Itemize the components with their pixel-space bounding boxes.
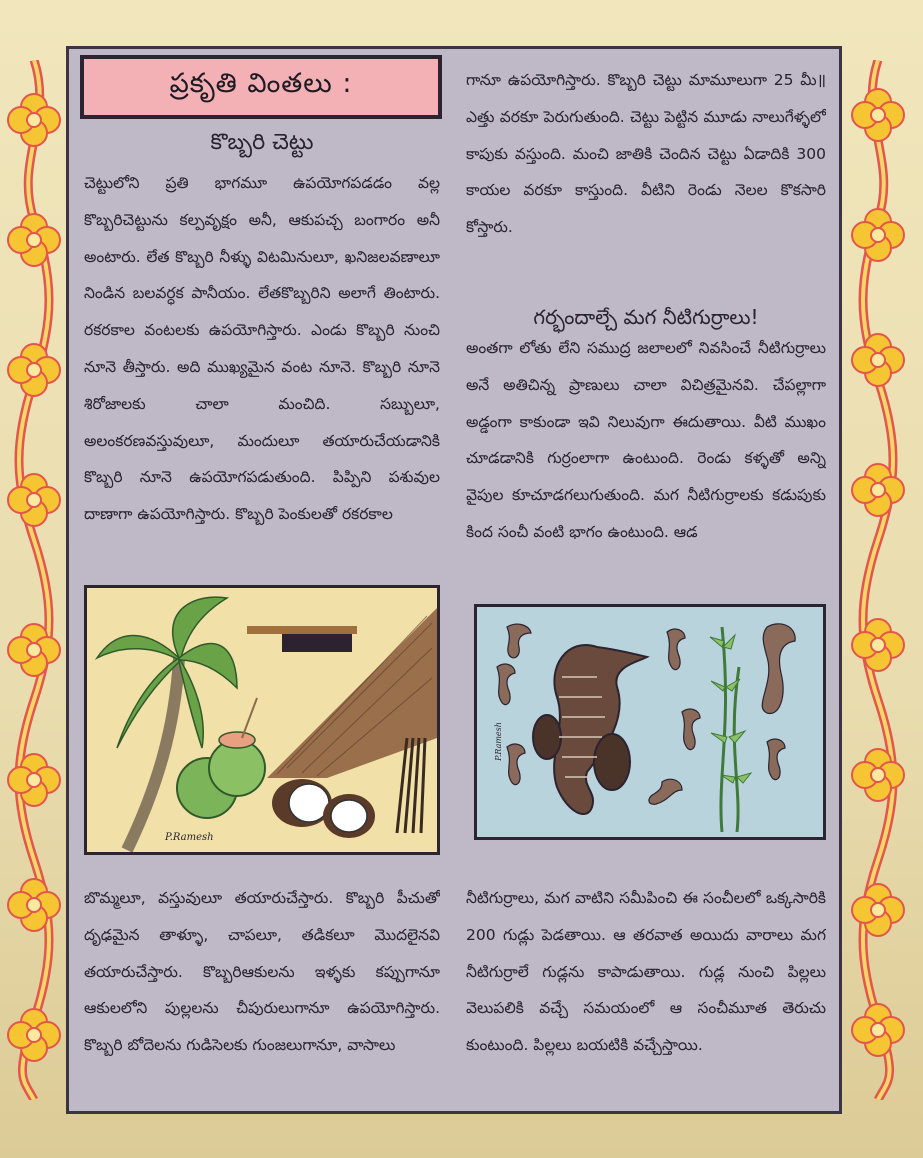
seahorse-text-top: అంతగా లోతు లేని సముద్ర జలాలలో నివసించే నీటిగుర్రాలు అనే అతిచిన్న ప్రాణులు చాలా విచిత్రమైనవి. చేపల్లాగా అడ్డంగా కాకుండా ఇవి నిలువుగా ఈదుతాయి. వీటి ముఖం చూడడానికి గుర్రంలాగా ఉంటుంది. రెండు కళ్ళతో అన్ని వైపుల కూచూడగలుగుతుంది. మగ నీటిగుర్రాలకు కడుపుకు కింద సంచీ వంటి భాగం ఉంటుంది. ఆడ: [466, 339, 826, 541]
seahorse-paragraph-top: [466, 330, 826, 590]
coconut-heading: కొబ్బరి చెట్టు: [210, 130, 314, 155]
coconut-paragraph-top: [84, 165, 440, 580]
coconut-text-bottom: బొమ్మలూ, వస్తువులూ తయారుచేస్తారు. కొబ్బరి పీచుతో దృఢమైన తాళ్ళూ, చాపలూ, తడికలూ మొదలైనవి తయారుచేస్తారు. కొబ్బరిఆకులను ఇళ్ళకు కప్పుగానూ ఆకులలోని పుల్లలను చీపురులుగానూ ఉపయోగిస్తారు. కొబ్బరి బోదెలను గుడిసెలకు గుంజలుగానూ, వాసాలు: [84, 889, 440, 1055]
coconut-image-signature: P.Ramesh: [165, 832, 214, 843]
coconut-tree-icon: [87, 588, 437, 852]
seahorse-text-bottom: నీటిగుర్రాలు, మగ వాటిని సమీపించి ఈ సంచీలలో ఒక్కసారికి 200 గుడ్లు పెడతాయి. ఆ తరవాత అయిదు వారాలు మగ నీటిగుర్రాలే గుడ్లను కాపాడుతాయి. గుడ్ల నుంచి పిల్లలు వెలుపలికి వచ్చే సమయంలో ఆ సంచీమూత తెరుచు కుంటుంది. పిల్లలు బయటికి వచ్చేస్తాయి.: [466, 889, 826, 1055]
left-flower-border: [4, 60, 66, 1100]
page-title: ప్రకృతి వింతలు :: [169, 68, 353, 99]
coconut-text-right: గానూ ఉపయోగిస్తారు. కొబ్బరి చెట్టు మామూలుగా 25 మీ॥ ఎత్తు వరకూ పెరుగుతుంది. చెట్టు పెట్టిన మూడు నాలుగేళ్ళలో కాపుకు వస్తుంది. మంచి జాతికి చెందిన చెట్టు ఏడాదికి 300 కాయల వరకూ కాస్తుంది. వీటిని రెండు నెలల కొకసారి కోస్తారు.: [466, 71, 826, 237]
seahorse-paragraph-bottom: [466, 880, 826, 1100]
coconut-text-top: చెట్టులోని ప్రతి భాగమూ ఉపయోగపడడం వల్ల కొబ్బరిచెట్టును కల్పవృక్షం అనీ, ఆకుపచ్చ బంగారం అనీ అంటారు. లేత కొబ్బరి నీళ్ళు విటమినులూ, ఖనిజలవణాలూ నిండిన బలవర్ధక పానీయం. లేతకొబ్బరిని అలాగే తింటారు. రకరకాల వంటలకు ఉపయోగిస్తారు. ఎండు కొబ్బరి నుంచి నూనె తీస్తారు. అది ముఖ్యమైన వంట నూనె. కొబ్బరి నూనె శిరోజాలకు చాలా మంచిది. సబ్బులూ, అలంకరణవస్తువులూ, మందులూ తయారుచేయడానికి కొబ్బరి నూనె ఉపయోగపడుతుంది. పిప్పిని పశువుల దాణాగా ఉపయోగిస్తారు. కొబ్బరి పెంకులతో రకరకాల: [84, 174, 440, 524]
coconut-paragraph-right: [466, 62, 826, 272]
coconut-illustration: [84, 585, 440, 855]
seahorse-heading: గర్భందాల్చే మగ నీటిగుర్రాలు!: [533, 305, 759, 329]
coconut-paragraph-bottom: [84, 880, 440, 1100]
seahorse-icon: [477, 607, 823, 837]
seahorse-illustration: [474, 604, 826, 840]
right-flower-border: [848, 60, 910, 1100]
page-title-box: [80, 55, 442, 119]
seahorse-image-signature: P.Ramesh: [493, 722, 503, 761]
